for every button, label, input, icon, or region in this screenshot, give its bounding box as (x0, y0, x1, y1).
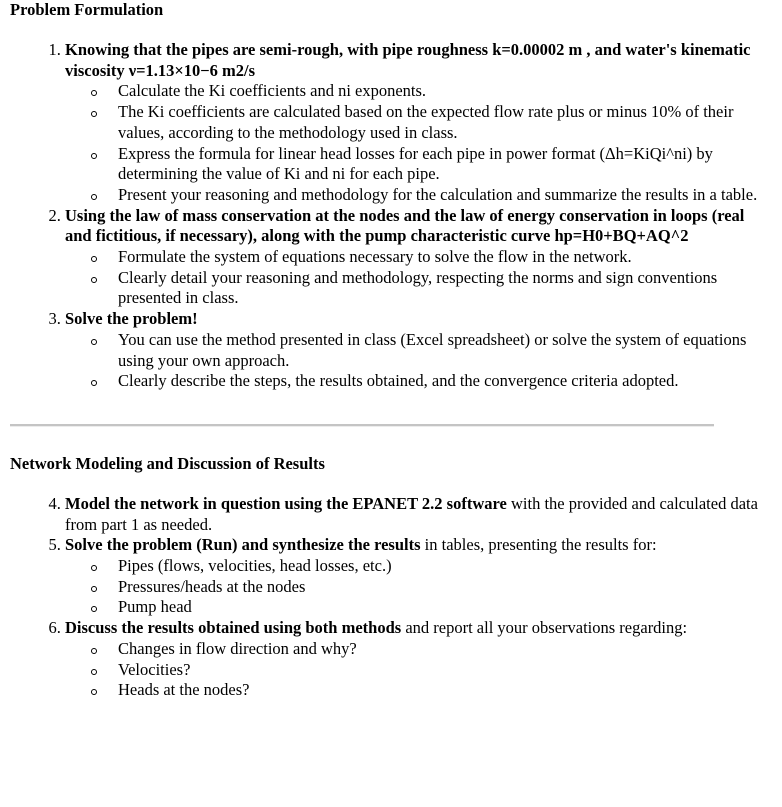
item-bold-text: Knowing that the pipes are semi-rough, with pipe roughness k=0.00002 m , and water's kinematic viscosity ν=1.13×10−6 m2/s (65, 40, 751, 80)
sub-list-item: The Ki coefficients are calculated based on the expected flow rate plus or minus 10% of their values, according to the methodology used in class. (108, 102, 772, 143)
item-bold-text: Solve the problem! (65, 309, 198, 329)
sub-list (65, 247, 772, 309)
sub-list-item: Pressures/heads at the nodes (108, 577, 772, 598)
sub-list-item: Pipes (flows, velocities, head losses, etc.) (108, 556, 772, 577)
section-heading-network-modeling: Network Modeling and Discussion of Results (10, 453, 325, 473)
sub-list-item: You can use the method presented in class (Excel spreadsheet) or solve the system of equations using your own approach. (108, 330, 772, 371)
item-bold-text: Discuss the results obtained using both methods (65, 618, 402, 638)
list-item (65, 309, 772, 392)
sub-list (65, 330, 772, 392)
item-bold-text: Using the law of mass conservation at the nodes and the law of energy conservation in loops (real and fictitious, if necessary), along with the pump characteristic curve hp=H0+BQ+AQ^2 (65, 205, 745, 246)
sub-list-item: Velocities? (108, 660, 772, 681)
sub-list-item: Heads at the nodes? (108, 680, 772, 701)
problem-list (10, 40, 772, 392)
list-item (65, 494, 772, 535)
sub-list-item: Calculate the Ki coefficients and ni exponents. (108, 81, 772, 102)
sub-list-item: Clearly describe the steps, the results obtained, and the convergence criteria adopted. (108, 371, 772, 392)
list-item (65, 206, 772, 310)
sub-list-item: Clearly detail your reasoning and methodology, respecting the norms and sign conventions presented in class. (108, 268, 772, 309)
list-item (65, 618, 772, 701)
item-text: in tables, presenting the results for: (420, 535, 657, 555)
sub-list-item: Pump head (108, 597, 772, 618)
list-item (65, 535, 772, 618)
sub-list (65, 639, 772, 701)
sub-list (65, 556, 772, 618)
list-item (65, 40, 772, 206)
sub-list-item: Express the formula for linear head losses for each pipe in power format (Δh=KiQi^ni) by determining the value of Ki and ni for each pipe. (108, 144, 772, 185)
sub-list-item: Present your reasoning and methodology for the calculation and summarize the results in a table. (108, 185, 772, 206)
modeling-list (10, 494, 772, 701)
item-text: with the provided and calculated data from part 1 as needed. (65, 493, 758, 534)
sub-list-item: Changes in flow direction and why? (108, 639, 772, 660)
sub-list (65, 81, 772, 205)
sub-list-item: Formulate the system of equations necessary to solve the flow in the network. (108, 247, 772, 268)
section-heading-problem-formulation: Problem Formulation (10, 0, 164, 19)
item-bold-text: Model the network in question using the EPANET 2.2 software (65, 493, 507, 513)
item-bold-text: Solve the problem (Run) and synthesize the results (65, 535, 421, 555)
item-text: and report all your observations regarding: (401, 618, 688, 638)
